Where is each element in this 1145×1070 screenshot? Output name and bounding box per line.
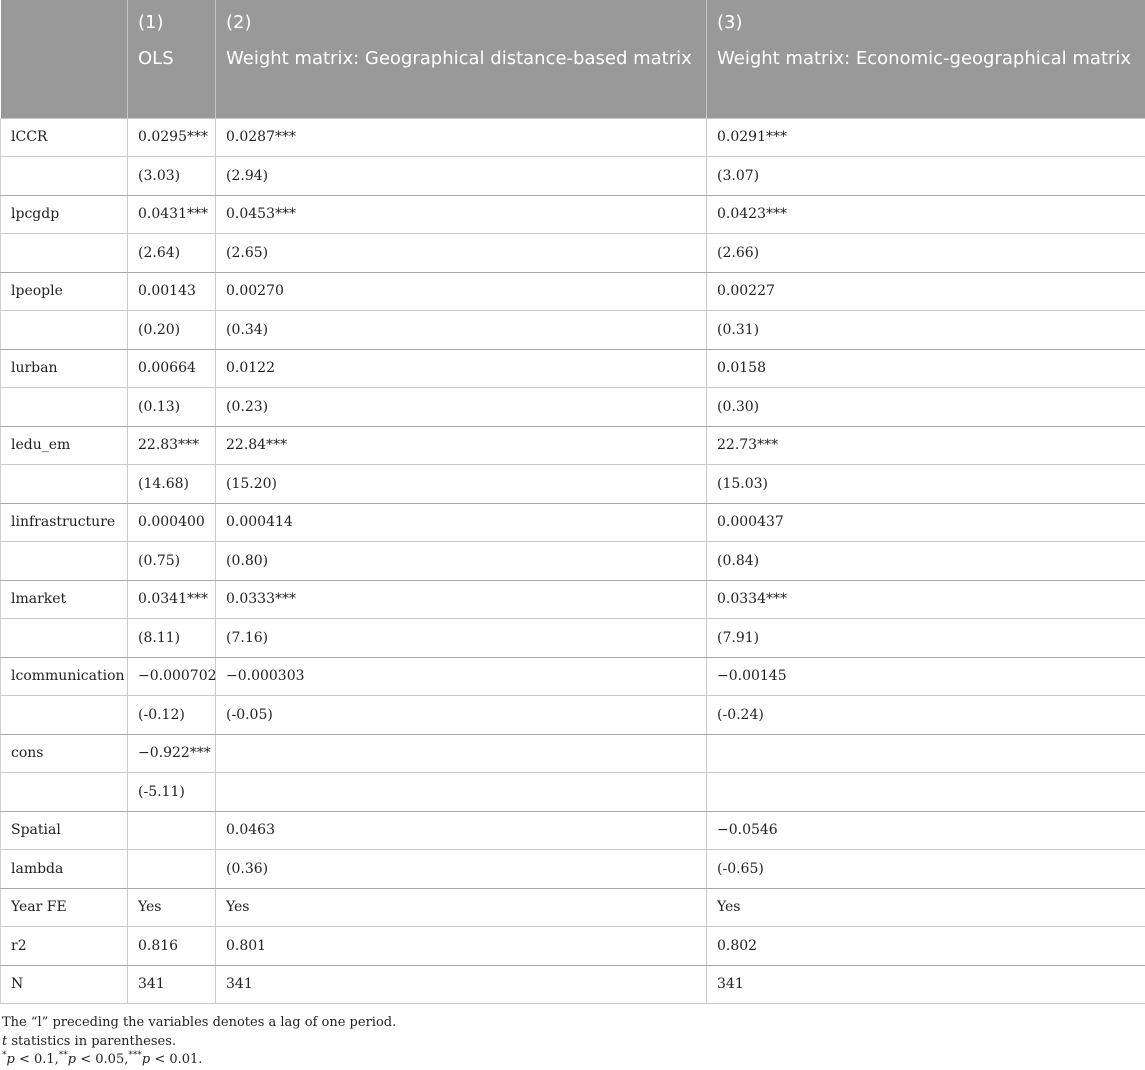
- value-cell: (-0.12): [128, 696, 216, 735]
- header-cell: [1, 46, 128, 118]
- value-cell: Yes: [128, 888, 216, 927]
- value-cell: 0.0431***: [128, 195, 216, 234]
- value-cell: (-0.65): [707, 850, 1145, 889]
- value-cell: 0.000400: [128, 503, 216, 542]
- sig-p: p: [67, 1052, 77, 1067]
- sig-star: *: [2, 1050, 7, 1061]
- table-row: [1, 850, 1145, 889]
- value-cell: (3.07): [707, 157, 1145, 196]
- row-label-cell: [1, 388, 128, 427]
- value-cell: [707, 773, 1145, 812]
- value-cell: 0.0333***: [216, 580, 707, 619]
- row-label-cell: lcommunication: [1, 657, 128, 696]
- value-cell: (0.13): [128, 388, 216, 427]
- value-cell: (14.68): [128, 465, 216, 504]
- value-cell: [128, 850, 216, 889]
- value-cell: (7.91): [707, 619, 1145, 658]
- value-cell: 0.0158: [707, 349, 1145, 388]
- table-row: [1, 503, 1145, 542]
- header-cell: (2): [216, 0, 707, 46]
- value-cell: 0.0463: [216, 811, 707, 850]
- value-cell: 0.0291***: [707, 118, 1145, 157]
- value-cell: (0.84): [707, 542, 1145, 581]
- value-cell: 0.801: [216, 927, 707, 966]
- row-label-cell: [1, 542, 128, 581]
- value-cell: (0.36): [216, 850, 707, 889]
- table-row: [1, 965, 1145, 1004]
- value-cell: −0.0546: [707, 811, 1145, 850]
- table-row: [1, 157, 1145, 196]
- value-cell: Yes: [216, 888, 707, 927]
- table-row: [1, 195, 1145, 234]
- value-cell: 0.0334***: [707, 580, 1145, 619]
- table-row: [1, 349, 1145, 388]
- note-lag: The “l” preceding the variables denotes a lag of one period.: [2, 1015, 397, 1030]
- header-row-model-numbers: [1, 0, 1145, 46]
- value-cell: 22.73***: [707, 426, 1145, 465]
- header-cell: [1, 0, 128, 46]
- value-cell: Yes: [707, 888, 1145, 927]
- table-row: [1, 311, 1145, 350]
- table-row: [1, 811, 1145, 850]
- value-cell: −0.922***: [128, 734, 216, 773]
- table-row: [1, 542, 1145, 581]
- row-label-cell: [1, 696, 128, 735]
- value-cell: 0.0287***: [216, 118, 707, 157]
- value-cell: (-0.24): [707, 696, 1145, 735]
- row-label-cell: cons: [1, 734, 128, 773]
- row-label-cell: lpeople: [1, 272, 128, 311]
- table-row: [1, 388, 1145, 427]
- table-row: [1, 426, 1145, 465]
- value-cell: 0.0423***: [707, 195, 1145, 234]
- value-cell: (0.31): [707, 311, 1145, 350]
- value-cell: (0.80): [216, 542, 707, 581]
- row-label-cell: Year FE: [1, 888, 128, 927]
- header-cell: Weight matrix: Economic-geographical matrix: [707, 46, 1145, 118]
- table-row: [1, 696, 1145, 735]
- value-cell: 0.802: [707, 927, 1145, 966]
- value-cell: (15.20): [216, 465, 707, 504]
- value-cell: 22.83***: [128, 426, 216, 465]
- sig-star: **: [58, 1050, 68, 1061]
- value-cell: 0.0453***: [216, 195, 707, 234]
- value-cell: 0.00143: [128, 272, 216, 311]
- table-row: [1, 734, 1145, 773]
- value-cell: 0.0295***: [128, 118, 216, 157]
- header-cell: Weight matrix: Geographical distance-based matrix: [216, 46, 707, 118]
- value-cell: 0.0122: [216, 349, 707, 388]
- row-label-cell: lurban: [1, 349, 128, 388]
- value-cell: 0.0341***: [128, 580, 216, 619]
- table-row: [1, 580, 1145, 619]
- value-cell: (8.11): [128, 619, 216, 658]
- row-label-cell: [1, 465, 128, 504]
- header-cell: (1): [128, 0, 216, 46]
- value-cell: (0.20): [128, 311, 216, 350]
- sig-p: p: [141, 1052, 151, 1067]
- sig-star: ***: [128, 1050, 142, 1061]
- row-label-cell: Spatial: [1, 811, 128, 850]
- table-header: [1, 0, 1145, 118]
- table-row: [1, 619, 1145, 658]
- row-label-cell: [1, 234, 128, 273]
- value-cell: 341: [128, 965, 216, 1004]
- value-cell: 0.000414: [216, 503, 707, 542]
- value-cell: −0.000303: [216, 657, 707, 696]
- header-cell: (3): [707, 0, 1145, 46]
- table-body: [1, 118, 1145, 1004]
- row-label-cell: r2: [1, 927, 128, 966]
- value-cell: [128, 811, 216, 850]
- header-row-model-names: [1, 46, 1145, 118]
- sig-text: < 0.05,: [76, 1052, 129, 1067]
- value-cell: 0.000437: [707, 503, 1145, 542]
- table-row: [1, 888, 1145, 927]
- row-label-cell: [1, 619, 128, 658]
- value-cell: (2.94): [216, 157, 707, 196]
- value-cell: (15.03): [707, 465, 1145, 504]
- value-cell: 22.84***: [216, 426, 707, 465]
- note-t-letter: t: [2, 1033, 8, 1049]
- value-cell: 0.00664: [128, 349, 216, 388]
- value-cell: (0.75): [128, 542, 216, 581]
- table-row: [1, 234, 1145, 273]
- table-row: [1, 773, 1145, 812]
- table-row: [1, 272, 1145, 311]
- row-label-cell: linfrastructure: [1, 503, 128, 542]
- sig-text: < 0.1,: [14, 1052, 59, 1067]
- header-cell: OLS: [128, 46, 216, 118]
- value-cell: 341: [216, 965, 707, 1004]
- value-cell: (0.30): [707, 388, 1145, 427]
- value-cell: (2.64): [128, 234, 216, 273]
- table-notes: [0, 1014, 1145, 1070]
- value-cell: [216, 773, 707, 812]
- note-t-text: statistics in parentheses.: [7, 1033, 177, 1049]
- value-cell: (3.03): [128, 157, 216, 196]
- value-cell: (0.23): [216, 388, 707, 427]
- value-cell: [707, 734, 1145, 773]
- value-cell: (2.66): [707, 234, 1145, 273]
- row-label-cell: N: [1, 965, 128, 1004]
- note-t-statistics: [2, 1033, 1145, 1052]
- value-cell: [216, 734, 707, 773]
- value-cell: −0.000702: [128, 657, 216, 696]
- value-cell: (0.34): [216, 311, 707, 350]
- value-cell: 0.816: [128, 927, 216, 966]
- table-row: [1, 927, 1145, 966]
- note-significance: [2, 1051, 1145, 1070]
- value-cell: −0.00145: [707, 657, 1145, 696]
- row-label-cell: ledu_em: [1, 426, 128, 465]
- value-cell: 341: [707, 965, 1145, 1004]
- row-label-cell: lpcgdp: [1, 195, 128, 234]
- sig-p: p: [6, 1052, 15, 1067]
- row-label-cell: [1, 157, 128, 196]
- table-row: [1, 657, 1145, 696]
- value-cell: (-5.11): [128, 773, 216, 812]
- table-row: [1, 118, 1145, 157]
- value-cell: (-0.05): [216, 696, 707, 735]
- table-row: [1, 465, 1145, 504]
- value-cell: 0.00270: [216, 272, 707, 311]
- row-label-cell: [1, 773, 128, 812]
- row-label-cell: lambda: [1, 850, 128, 889]
- row-label-cell: lCCR: [1, 118, 128, 157]
- value-cell: (2.65): [216, 234, 707, 273]
- row-label-cell: [1, 311, 128, 350]
- value-cell: (7.16): [216, 619, 707, 658]
- sig-text: < 0.01.: [150, 1052, 203, 1067]
- value-cell: 0.00227: [707, 272, 1145, 311]
- row-label-cell: lmarket: [1, 580, 128, 619]
